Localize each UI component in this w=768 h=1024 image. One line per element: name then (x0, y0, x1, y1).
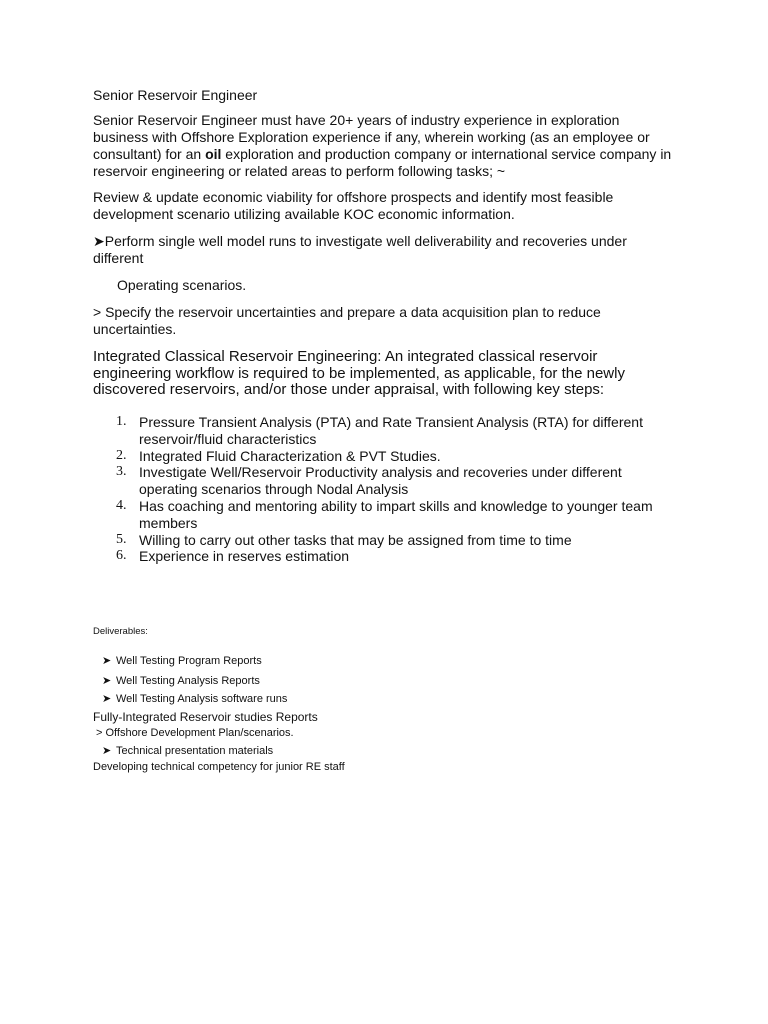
intro-paragraph (93, 112, 673, 180)
list-number: 6. (116, 548, 127, 564)
arrow-bullet-icon: ➤ (102, 655, 112, 667)
list-item (93, 414, 673, 448)
list-number: 3. (116, 464, 127, 480)
list-item (93, 498, 673, 532)
list-number: 5. (116, 531, 127, 547)
list-text: Experience in reserves estimation (139, 548, 350, 565)
deliverable-text-line: Developing technical competency for junior RE staff (93, 761, 345, 773)
list-number: 1. (116, 414, 127, 429)
deliverable-text: Technical presentation materials (116, 745, 274, 757)
key-steps-list (93, 414, 673, 565)
list-item (93, 548, 673, 565)
deliverable-item (102, 654, 262, 667)
list-text: Integrated Fluid Characterization & PVT Studies. (139, 447, 441, 464)
arrow-bullet-icon: ➤ (102, 675, 112, 687)
arrow-bullet-icon: ➤ (102, 693, 112, 705)
operating-scenarios-line: Operating scenarios. (117, 277, 247, 293)
deliverable-item (102, 674, 260, 687)
review-paragraph: Review & update economic viability for offshore prospects and identify most feasible development scenario utilizing available KOC economic information. (93, 189, 614, 222)
list-text: Willing to carry out other tasks that may be assigned from time to time (139, 531, 572, 548)
list-item (93, 532, 673, 549)
list-item (93, 448, 673, 465)
specify-paragraph: > Specify the reservoir uncertainties and prepare a data acquisition plan to reduce uncertainties. (93, 304, 601, 337)
arrow-bullet-icon: ➤ (102, 745, 112, 757)
deliverable-text: Well Testing Analysis Reports (116, 675, 260, 687)
intro-oil-word: oil (205, 146, 222, 162)
list-text: Pressure Transient Analysis (PTA) and Rate Transient Analysis (RTA) for different reservoir/fluid characteristics (139, 414, 643, 447)
deliverable-item (102, 692, 287, 705)
integrated-paragraph: Integrated Classical Reservoir Engineering: An integrated classical reservoir engineering workflow is required to be implemented, as applicable, for the newly discovered reservoirs, and/or those under appraisal, with following key steps: (93, 348, 625, 398)
list-number: 4. (116, 497, 127, 513)
deliverable-item (102, 744, 273, 757)
deliverable-text: Well Testing Program Reports (116, 655, 262, 667)
list-text: Has coaching and mentoring ability to impart skills and knowledge to younger team members (139, 497, 653, 531)
intro-text-b: exploration and production company or international service company in reservoir engineering or related areas to perform following tasks; ~ (93, 146, 672, 179)
list-item (93, 464, 673, 498)
deliverable-text: Well Testing Analysis software runs (116, 693, 288, 705)
deliverable-text-line: > Offshore Development Plan/scenarios. (96, 727, 294, 739)
document-title: Senior Reservoir Engineer (93, 87, 258, 103)
list-number: 2. (116, 447, 127, 463)
deliverables-heading: Deliverables: (93, 626, 148, 637)
perform-paragraph: ➤Perform single well model runs to investigate well deliverability and recoveries under different (93, 233, 627, 266)
deliverable-text-line: Fully-Integrated Reservoir studies Reports (93, 710, 318, 724)
list-text: Investigate Well/Reservoir Productivity analysis and recoveries under different operating scenarios through Nodal Analysis (139, 464, 622, 498)
intro-text-a: Senior Reservoir Engineer must have 20+ years of industry experience in exploration business with Offshore Exploration experience if any, wherein working (as an employee or consultant) for an (93, 112, 650, 162)
